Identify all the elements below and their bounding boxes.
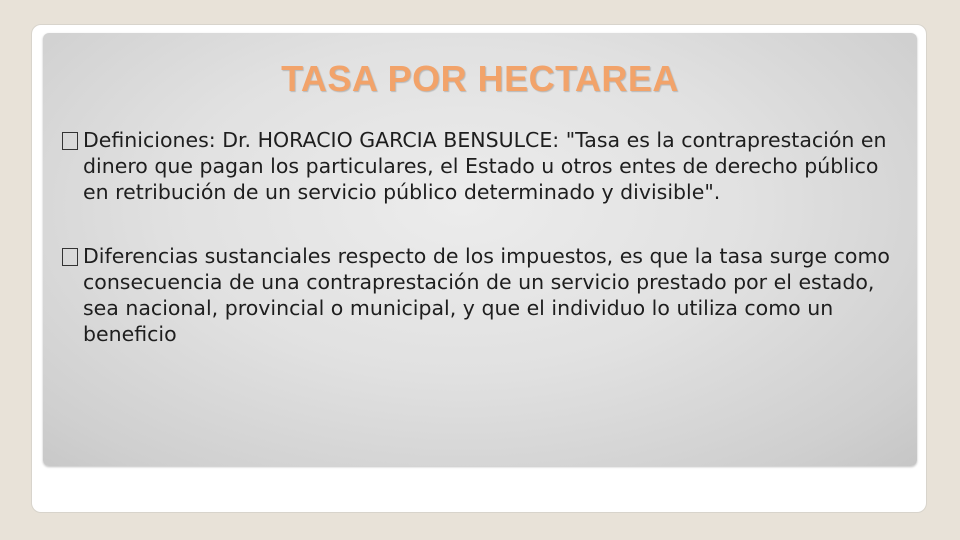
bullet-list [60, 127, 910, 347]
bullet-diferencias [60, 243, 910, 347]
bullet-definiciones [60, 127, 910, 205]
bullet-text: Definiciones: Dr. HORACIO GARCIA BENSULCE: "Tasa es la contraprestación en dinero que pagan los particulares, el Estado u otros entes de derecho público en retribución de un servicio público determinado y divisible". [83, 128, 887, 204]
bullet-text: Diferencias sustanciales respecto de los impuestos, es que la tasa surge como consecuencia de una contraprestación de un servicio prestado por el estado, sea nacional, provincial o municipal, y que el individuo lo utiliza como un beneficio [83, 244, 890, 346]
slide-title: TASA POR HECTAREA [281, 58, 679, 99]
square-bullet-icon [62, 248, 78, 266]
square-bullet-icon [62, 132, 78, 150]
